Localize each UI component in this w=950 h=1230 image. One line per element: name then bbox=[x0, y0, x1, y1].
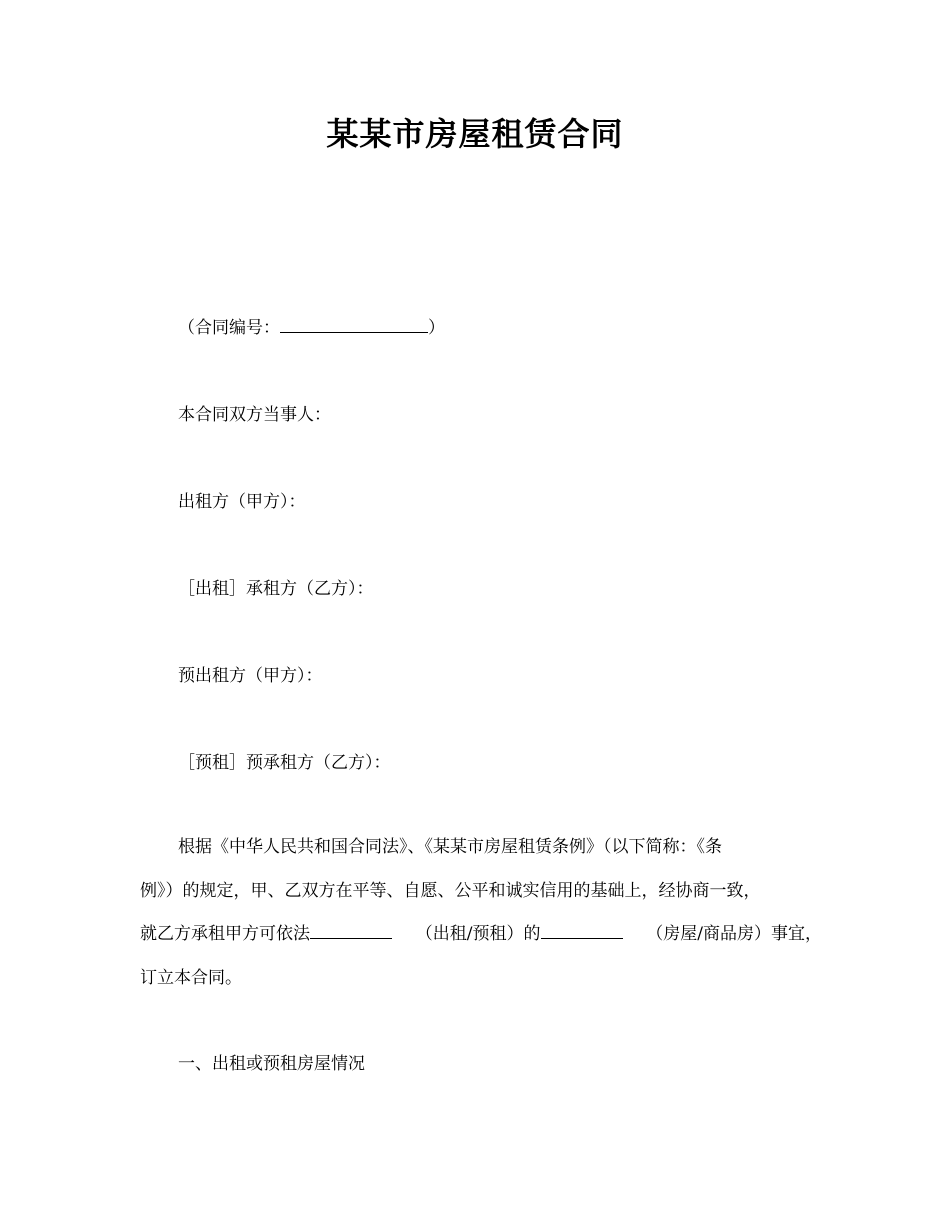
intro-line-1 bbox=[140, 826, 822, 870]
lease-type-blank bbox=[310, 923, 392, 939]
intro-line-3 bbox=[140, 913, 822, 957]
intro-line-3-part-a bbox=[140, 913, 392, 957]
lessor-line: 出租方（甲方）： bbox=[178, 492, 306, 512]
contract-number-blank bbox=[280, 317, 428, 333]
page-title: 某某市房屋租赁合同 bbox=[326, 115, 624, 153]
intro-line-2-text: 例》）的规定，甲、乙双方在平等、自愿、公平和诚实信用的基础上，经协商一致， bbox=[140, 880, 761, 901]
intro-line-3-part-b bbox=[416, 913, 623, 957]
intro-line-4-text: 订立本合同。 bbox=[140, 967, 242, 988]
intro-line-4 bbox=[140, 957, 822, 1001]
intro-line-3-b-text: （出租/预租）的 bbox=[415, 924, 541, 944]
property-type-blank bbox=[541, 923, 623, 939]
intro-line-2 bbox=[140, 870, 822, 914]
contract-number-prefix: （合同编号： bbox=[178, 318, 280, 338]
lessee-line: ［出租］承租方（乙方）： bbox=[178, 579, 374, 599]
contract-number-line bbox=[178, 316, 445, 340]
parties-heading: 本合同双方当事人： bbox=[178, 405, 331, 425]
intro-line-1-text: 根据《中华人民共和国合同法》、《某某市房屋租赁条例》（以下简称：《条 bbox=[178, 837, 722, 857]
contract-number-suffix: ） bbox=[428, 318, 445, 338]
pre-lessor-line: 预出租方（甲方）： bbox=[178, 666, 323, 686]
section-1-heading: 一、出租或预租房屋情况 bbox=[178, 1054, 365, 1074]
pre-lessee-line: ［预租］预承租方（乙方）： bbox=[178, 753, 391, 773]
intro-paragraph bbox=[140, 826, 822, 1000]
intro-line-3-part-c: （房屋/商品房）事宜， bbox=[646, 924, 822, 944]
intro-line-3-a-text: 就乙方承租甲方可依法 bbox=[140, 924, 310, 944]
